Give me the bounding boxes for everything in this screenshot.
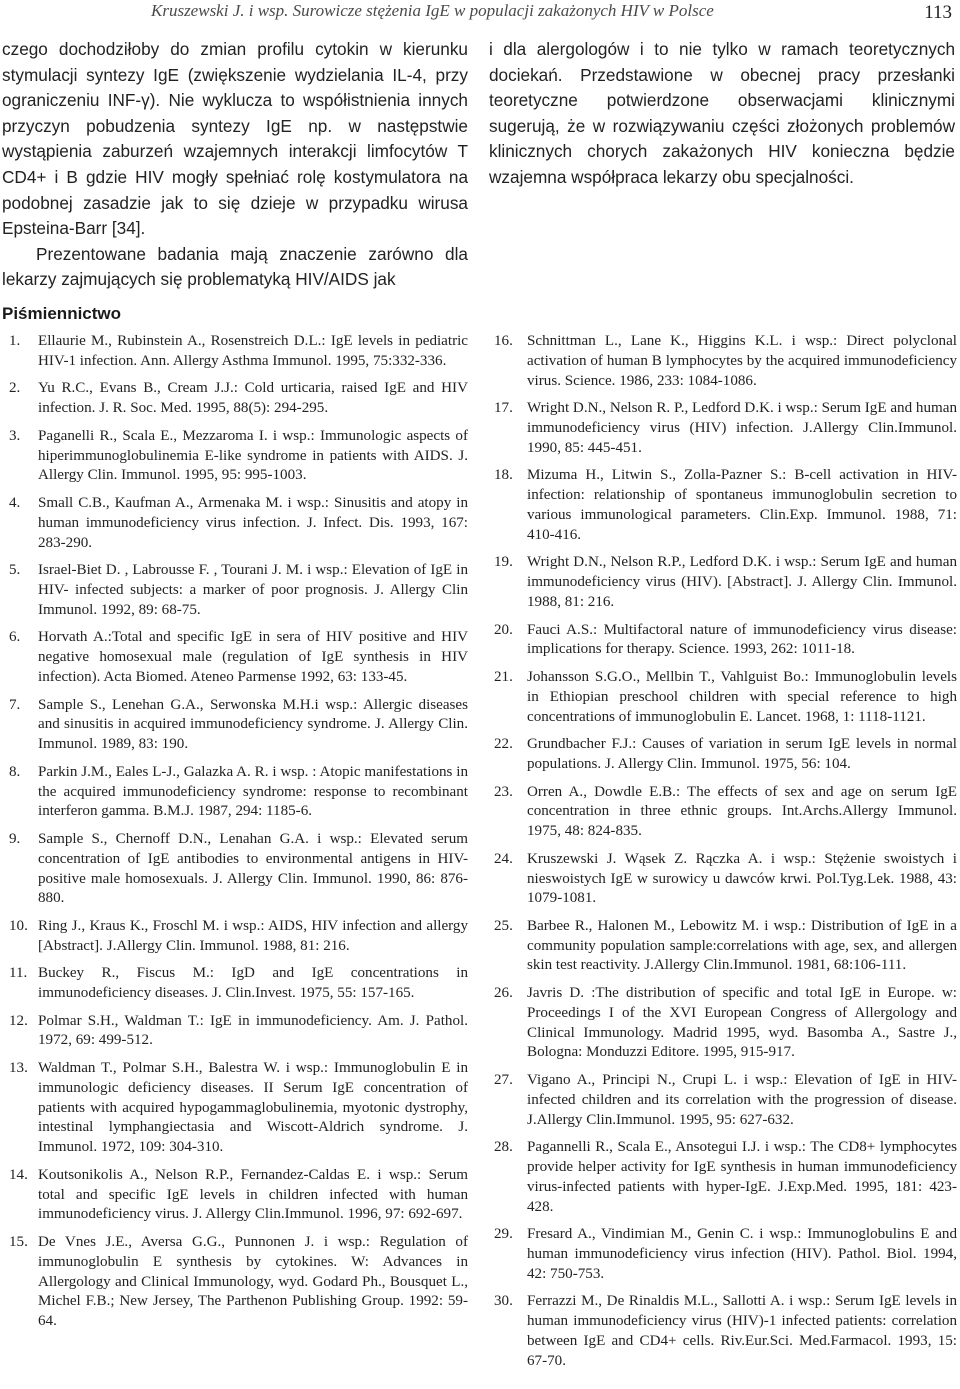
reference-number: 10. [9,917,28,934]
reference-item [489,783,957,842]
reference-text: Mizuma H., Litwin S., Zolla-Pazner S.: B-cell activation in HIV-infection: relationship of spontaneus immunoglobulin secretion to various immunological parameters. Clin.Exp. Immunol. 1988, 71: 410-416. [527,467,957,543]
reference-text: Paganelli R., Scala E., Mezzaroma I. i wsp.: Immunologic aspects of hiperimmunoglobulinemia E-like syndrome in patients with AIDS. J. Allergy Clin. Immunol. 1995, 95: 995-1003. [38,427,468,484]
body-column-left [2,37,468,293]
reference-item [2,1166,468,1225]
reference-item [489,553,957,612]
reference-number: 8. [9,763,21,780]
reference-number: 26. [494,985,513,1002]
reference-number: 11. [9,965,28,982]
reference-item [489,621,957,661]
reference-number: 25. [494,917,513,934]
reference-item [2,494,468,553]
reference-item [489,1071,957,1130]
reference-item [2,427,468,486]
reference-text: Wright D.N., Nelson R.P., Ledford D.K. i wsp.: Serum IgE and human immunodeficiency virus (HIV). [Abstract]. J. Allergy Clin. Immunol. 1988, 81: 216. [527,554,957,610]
reference-number: 17. [494,400,513,417]
reference-number: 2. [9,380,21,397]
reference-item [2,561,468,620]
reference-number: 29. [494,1226,513,1243]
reference-number: 6. [9,629,21,646]
body-paragraph: czego dochodziłoby do zmian profilu cytokin w kierunku stymulacji syntezy IgE (zwiększenie wydzielania IL-4, przy ograniczeniu INF-γ). Nie wyklucza to współistnienia innych przyczyn pobudzenia syntezy IgE np. w następstwie wystąpienia zaburzeń wzajemnych interakcji limfocytów T CD4+ i B gdzie HIV mogły spełniać rolę kostymulatora na podobnej zasadzie jak to się dzieje w przypadku wirusa Epsteina-Barr [34]. [2,39,468,239]
reference-item [489,735,957,775]
reference-item [2,332,468,372]
reference-item [489,332,957,391]
reference-number: 21. [494,668,513,685]
reference-text: Barbee R., Halonen M., Lebowitz M. i wsp.: Distribution of IgE in a community population sample:correlations with age, sex, and allergen skin test reactivity. J.Allergy Clin.Immunol. 1981, 68:106-111. [527,917,957,974]
reference-number: 22. [494,736,513,753]
reference-number: 28. [494,1139,513,1156]
reference-text: Grundbacher F.J.: Causes of variation in serum IgE levels in normal populations. J. Allergy Clin. Immunol. 1975, 56: 104. [527,736,957,772]
reference-number: 23. [494,783,513,800]
references-list-right [489,332,957,1379]
reference-item [489,1138,957,1217]
reference-item [2,1233,468,1332]
reference-text: Fresard A., Vindimian M., Genin C. i wsp.: Immunoglobulins E and human immunodeficiency virus infection (HIV). Pathol. Biol. 1994, 42: 750-753. [527,1226,957,1282]
reference-item [2,696,468,755]
reference-text: Ellaurie M., Rubinstein A., Rosenstreich D.L.: IgE levels in pediatric HIV-1 infection. Ann. Allergy Asthma Immunol. 1995, 75:332-336. [38,333,468,369]
reference-text: Polmar S.H., Waldman T.: IgE in immunodeficiency. Am. J. Pathol. 1972, 69: 499-512. [38,1012,468,1049]
reference-text: Sample S., Lenehan G.A., Serwonska M.H.i wsp.: Allergic diseases and sinusitis in acquired immunodeficiency syndrome. J. Allergy Clin. Immunol. 1989, 83: 190. [38,696,468,753]
reference-text: Fauci A.S.: Multifactoral nature of immunodeficiency virus disease: implications for therapy. Science. 1993, 262: 1011-18. [527,621,957,658]
reference-text: Schnittman L., Lane K., Higgins K.L. i wsp.: Direct polyclonal activation of human B lymphocytes by the acquired immunodeficiency virus. Science. 1986, 233: 1084-1086. [527,333,957,389]
reference-text: Koutsonikolis A., Nelson R.P., Fernandez-Caldas E. i wsp.: Serum total and specific IgE levels in children infected with human immunodeficiency virus. J. Allergy Clin.Immunol. 1996, 97: 692-697. [38,1166,468,1223]
reference-text: Israel-Biet D. , Labrousse F. , Tourani J. M. i wsp.: Elevation of IgE in HIV- infected subjects: a marker of poor prognosis. J. Allergy Clin Immunol. 1992, 89: 68-75. [38,562,468,618]
reference-text: Yu R.C., Evans B., Cream J.J.: Cold urticaria, raised IgE and HIV infection. J. R. Soc. Med. 1995, 88(5): 294-295. [38,380,468,417]
reference-text: Orren A., Dowdle E.B.: The effects of sex and age on serum IgE concentration in three ethnic groups. Int.Archs.Allergy Immunol. 1975, 48: 824-835. [527,783,957,840]
reference-item [489,984,957,1063]
body-column-right [489,37,955,191]
reference-item [489,1292,957,1371]
reference-number: 16. [494,333,513,349]
reference-text: Waldman T., Polmar S.H., Balestra W. i wsp.: Immunoglobulin E in immunologic deficiency diseases. II Serum IgE concentration of patients with acquired hypogammaglobulinemia, myotonic dystrophy, intestinal lymphangiectasia and Wiscott-Aldrich syndrome. J. Immunol. 1972, 109: 304-310. [38,1060,468,1156]
reference-number: 7. [9,696,21,713]
reference-number: 24. [494,850,513,867]
reference-item [489,917,957,976]
reference-item [489,399,957,458]
reference-text: Pagannelli R., Scala E., Ansotegui I.J. i wsp.: The CD8+ lymphocytes provide helper activity for IgE synthesis in human immunodeficiency virus-infected patients with hyper-IgE. J.Exp.Med. 1995, 181: 423-428. [527,1139,957,1215]
reference-text: Horvath A.:Total and specific IgE in sera of HIV positive and HIV negative homosexual male (regulation of IgE synthesis in HIV infection). Acta Biomed. Ateneo Parmense 1992, 63: 133-45. [38,629,468,685]
reference-text: Wright D.N., Nelson R. P., Ledford D.K. i wsp.: Serum IgE and human immunodeficiency virus (HIV) infection. J.Allergy Clin.Immunol. 1990, 85: 445-451. [527,400,957,456]
reference-text: Parkin J.M., Eales L-J., Galazka A. R. i wsp. : Atopic manifestations in the acquired immunodeficiency syndrome: response to recombinant interferon gamma. B.M.J. 1987, 294: 1185-6. [38,763,468,820]
reference-item [2,830,468,909]
reference-text: De Vnes J.E., Aversa G.G., Punnonen J. i wsp.: Regulation of immunoglobulin E synthesis by cytokines. W: Advances in Allergology and Clinical Immunology, wyd. Godard Ph., Bousquet L., Michel F.B.; New Jersey, The Parthenon Publishing Group. 1992: 59-64. [38,1234,468,1330]
reference-item [489,1225,957,1284]
reference-number: 1. [9,333,21,349]
references-list-left [2,332,468,1340]
reference-number: 18. [494,467,513,484]
reference-item [2,763,468,822]
reference-number: 3. [9,427,21,444]
reference-number: 5. [9,562,21,579]
reference-text: Small C.B., Kaufman A., Armenaka M. i wsp.: Sinusitis and atopy in human immunodeficiency virus infection. J. Infect. Dis. 1993, 167: 283-290. [38,494,468,551]
reference-number: 15. [9,1234,28,1251]
references-heading: Piśmiennictwo [2,304,122,323]
body-paragraph: i dla alergologów i to nie tylko w ramach teoretycznych dociekań. Przedstawione w obecnej pracy przesłanki teoretyczne potwierdzone obserwacjami klinicznymi sugerują, że w rozwiązywaniu części złożonych problemów klinicznych chorych zakażonych HIV konieczna będzie wzajemna współpraca lekarzy obu specjalności. [489,39,955,187]
reference-text: Kruszewski J. Wąsek Z. Rączka A. i wsp.: Stężenie swoistych i nieswoistych IgE w surowicy u dawców krwi. Pol.Tyg.Lek. 1988, 43: 1079-1081. [527,850,957,907]
reference-text: Buckey R., Fiscus M.: IgD and IgE concentrations in immunodeficiency diseases. J. Clin.Invest. 1975, 55: 157-165. [38,965,468,1002]
reference-text: Ring J., Kraus K., Froschl M. i wsp.: AIDS, HIV infection and allergy [Abstract]. J.Allergy Clin. Immunol. 1988, 81: 216. [38,917,468,954]
reference-item [2,379,468,419]
reference-text: Ferrazzi M., De Rinaldis M.L., Sallotti A. i wsp.: Serum IgE levels in human immunodeficiency virus (HIV)-1 infected patients: correlation between IgE and CD4+ cells. Riv.Eur.Sci. Med.Farmacol. 1993, 15: 67-70. [527,1293,957,1369]
reference-text: Johansson S.G.O., Mellbin T., Vahlguist Bo.: Immunoglobulin levels in Ethiopian preschool children with special reference to high concentrations of immunoglobulin E. Lancet. 1968, 1: 1118-1121. [527,668,957,725]
reference-number: 12. [9,1012,28,1029]
page-number: 113 [924,2,952,23]
reference-item [2,628,468,687]
reference-number: 30. [494,1293,513,1310]
reference-item [489,668,957,727]
reference-number: 14. [9,1166,28,1183]
reference-number: 27. [494,1072,513,1089]
reference-item [2,964,468,1004]
reference-text: Javris D. :The distribution of specific and total IgE in Europe. w: Proceedings I of the XVI European Congress of Allergology and Clinical Immunology. Madrid 1995, wyd. Basomba A., Sastre J., Bologna: Monduzzi Editore. 1995, 915-917. [527,985,957,1061]
reference-number: 13. [9,1060,28,1077]
reference-text: Vigano A., Principi N., Crupi L. i wsp.: Elevation of IgE in HIV- infected children and its correlation with the progression of disease. J.Allergy Clin.Immunol. 1995, 95: 627-632. [527,1072,957,1128]
page-header [0,0,960,26]
reference-number: 9. [9,830,21,847]
running-head: Kruszewski J. i wsp. Surowicze stężenia IgE w populacji zakażonych HIV w Polsce [151,1,714,20]
body-paragraph: Prezentowane badania mają znaczenie zarówno dla lekarzy zajmujących się problematyką HIV/AIDS jak [2,243,468,290]
reference-item [489,466,957,545]
reference-number: 19. [494,554,513,571]
reference-number: 4. [9,494,21,511]
reference-item [2,917,468,957]
reference-item [2,1059,468,1158]
reference-text: Sample S., Chernoff D.N., Lenahan G.A. i wsp.: Elevated serum concentration of IgE antibodies to environmental antigens in HIV- positive male homosexuals. J. Allergy Clin. Immunol. 1990, 86: 876-880. [38,830,468,907]
reference-number: 20. [494,621,513,638]
reference-item [489,850,957,909]
reference-item [2,1012,468,1052]
